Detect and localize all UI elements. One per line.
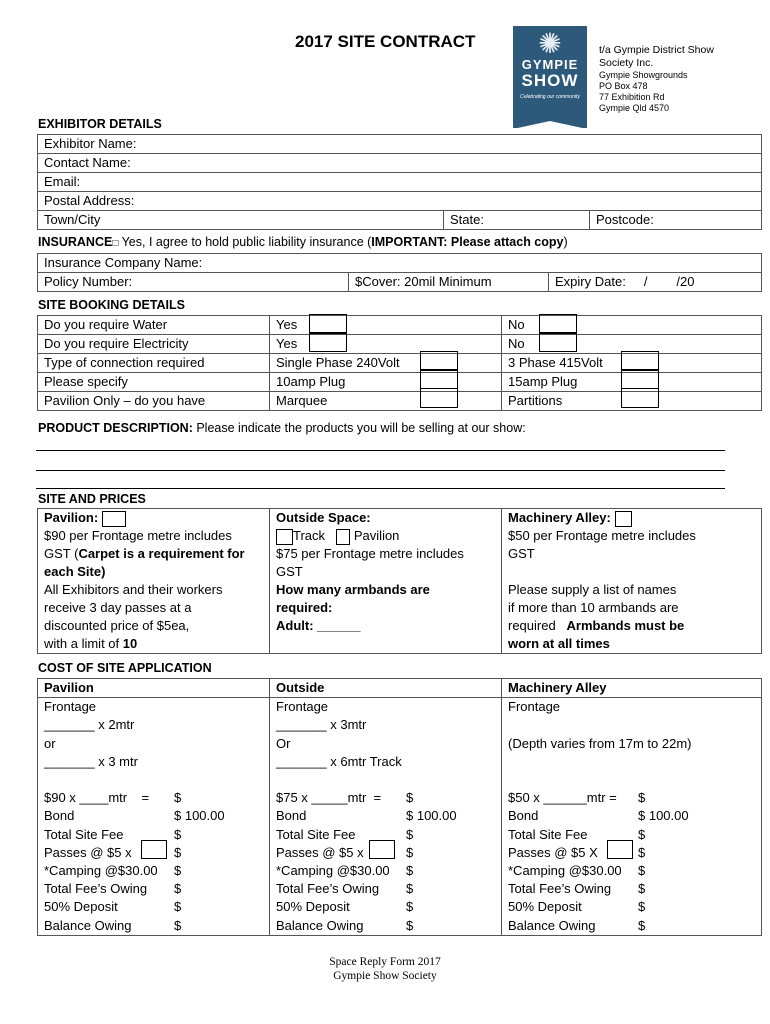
organisation-address xyxy=(599,44,714,114)
single-phase-checkbox[interactable] xyxy=(420,351,458,371)
address-line-4: Gympie Qld 4570 xyxy=(599,103,670,113)
cost-row-amount[interactable]: $ xyxy=(406,917,414,933)
cost-row xyxy=(276,917,495,935)
pavilion-cost-cell: Frontage _______ x 2mtr or _______ x 3 mtr $90 x ____mtr = $ Bond $ 100.00 Total Site Fee $ Passes @ $5 x $ *Camping @$30.00 $ Total Fee’s Owing $ 50% Deposit $ Balance Owing $ xyxy=(38,698,270,936)
cost-table xyxy=(37,678,762,936)
exhibitor-table xyxy=(37,134,762,230)
footer xyxy=(0,955,770,983)
cost-row-amount[interactable]: $ xyxy=(406,790,414,806)
cost-row xyxy=(508,917,755,935)
cost-row-label: Total Fee’s Owing xyxy=(44,881,148,897)
insurance-checkbox[interactable]: □ xyxy=(112,238,119,249)
gympie-show-logo xyxy=(513,26,587,128)
pavilion-3mtr-field[interactable]: _______ x 3 mtr xyxy=(44,753,138,769)
booking-row-pavilion: Pavilion Only – do you have Marquee Partitions xyxy=(38,392,762,411)
cost-row-amount[interactable]: $ xyxy=(174,899,182,915)
org-line-1: t/a Gympie District Show xyxy=(599,44,714,56)
10amp-plug-checkbox[interactable] xyxy=(420,369,458,389)
cost-row-amount[interactable]: $ xyxy=(406,826,414,842)
address-line-2: PO Box 478 xyxy=(599,81,648,91)
cost-row-label: $50 x ______mtr = xyxy=(508,790,617,806)
marquee-checkbox[interactable] xyxy=(420,388,458,408)
cost-row-label: Total Fee’s Owing xyxy=(276,881,380,897)
product-line-1[interactable] xyxy=(36,450,725,451)
cost-row-amount[interactable]: $ xyxy=(174,862,182,878)
cost-row-label: Balance Owing xyxy=(508,917,596,933)
cost-row-label: Total Site Fee xyxy=(508,826,588,842)
cost-row-amount[interactable]: $ xyxy=(638,881,646,897)
cost-row-amount[interactable]: $ xyxy=(174,826,182,842)
booking-row-electricity: Do you require Electricity Yes No xyxy=(38,335,762,354)
insurance-important: IMPORTANT: Please attach copy xyxy=(371,235,564,249)
cost-row-label: Balance Owing xyxy=(276,917,364,933)
logo-tagline: Celebrating our community xyxy=(520,94,580,100)
logo-word-show: SHOW xyxy=(521,71,579,90)
cost-row-amount[interactable]: $ 100.00 xyxy=(638,808,689,824)
org-line-2: Society Inc. xyxy=(599,57,654,69)
cover-field[interactable]: $Cover: 20mil Minimum xyxy=(349,273,549,292)
cost-row-label: *Camping @$30.00 xyxy=(44,862,158,878)
cost-row-amount[interactable]: $ xyxy=(174,844,182,860)
cost-row-label: Passes @ $5 X xyxy=(508,844,598,860)
address-line-1: Gympie Showgrounds xyxy=(599,70,688,80)
cost-row-label: 50% Deposit xyxy=(508,899,582,915)
cost-row-amount[interactable]: $ xyxy=(174,917,182,933)
cost-row xyxy=(508,898,755,916)
exhibitor-heading: EXHIBITOR DETAILS xyxy=(38,117,162,131)
footer-line-2: Gympie Show Society xyxy=(333,970,437,982)
cost-row xyxy=(276,862,495,880)
cost-row-amount[interactable]: $ xyxy=(406,881,414,897)
cost-row-amount[interactable]: $ 100.00 xyxy=(406,808,457,824)
outside-price-title: Outside Space: xyxy=(276,510,371,525)
cost-row xyxy=(508,880,755,898)
outside-price-cell: Outside Space: Track Pavilion $75 per Frontage metre includes GST How many armbands are required: Adult: ______ xyxy=(270,509,502,654)
electricity-no-checkbox[interactable] xyxy=(539,332,577,352)
cost-row-label: 50% Deposit xyxy=(276,899,350,915)
cost-row-label: Total Site Fee xyxy=(44,826,124,842)
insurance-statement: INSURANCE□ Yes, I agree to hold public liability insurance (IMPORTANT: Please attach copy) xyxy=(38,235,568,249)
cost-row xyxy=(508,807,755,825)
insurance-table xyxy=(37,253,762,292)
machinery-alley-checkbox[interactable] xyxy=(615,511,632,527)
cost-row-label: Total Site Fee xyxy=(276,826,356,842)
cost-row-label: Bond xyxy=(508,808,539,824)
booking-row-water: Do you require Water Yes No xyxy=(38,316,762,335)
outside-passes-checkbox[interactable] xyxy=(369,840,395,859)
cost-row xyxy=(276,807,495,825)
booking-heading: SITE BOOKING DETAILS xyxy=(38,298,185,312)
machinery-cost-cell: Frontage (Depth varies from 17m to 22m) $50 x ______mtr = $ Bond $ 100.00 Total Site Fee $ Passes @ $5 X $ *Camping @$30.00 $ Total Fee’s Owing $ 50% Deposit $ Balance Owing $ xyxy=(502,698,762,936)
pavilion-price-title: Pavilion: xyxy=(44,510,99,525)
email-field[interactable]: Email: xyxy=(38,173,762,192)
cost-row-amount[interactable]: $ xyxy=(638,844,646,860)
cost-row-label: $90 x ____mtr = xyxy=(44,790,150,806)
town-city-field[interactable]: Town/City xyxy=(38,211,444,230)
cost-row-label: Bond xyxy=(44,808,75,824)
water-yes-checkbox[interactable] xyxy=(309,314,347,334)
cost-header-pavilion: Pavilion xyxy=(44,680,94,695)
cost-row-label: $75 x _____mtr = xyxy=(276,790,382,806)
machinery-price-title: Machinery Alley: xyxy=(508,510,611,525)
cost-row-amount[interactable]: $ 100.00 xyxy=(174,808,225,824)
sunburst-icon: ✺ xyxy=(538,28,562,59)
cost-row-amount[interactable]: $ xyxy=(638,899,646,915)
postal-address-field[interactable]: Postal Address: xyxy=(38,192,762,211)
booking-row-plug: Please specify 10amp Plug 15amp Plug xyxy=(38,373,762,392)
cost-row-amount[interactable]: $ xyxy=(406,844,414,860)
cost-row xyxy=(44,862,263,880)
cost-row xyxy=(44,880,263,898)
machinery-price-cell: Machinery Alley: $50 per Frontage metre includes GST Please supply a list of names if more than 10 armbands are required Armbands must be worn at all times xyxy=(502,509,762,654)
outside-6mtr-track-field[interactable]: _______ x 6mtr Track xyxy=(276,753,402,769)
cost-row xyxy=(44,807,263,825)
cost-header-outside: Outside xyxy=(276,680,325,695)
contact-name-field[interactable]: Contact Name: xyxy=(38,154,762,173)
cost-row-amount[interactable]: $ xyxy=(638,917,646,933)
cost-row-amount[interactable]: $ xyxy=(174,881,182,897)
cost-row xyxy=(276,880,495,898)
outside-pavilion-checkbox[interactable] xyxy=(336,529,350,545)
cost-row-amount[interactable]: $ xyxy=(638,862,646,878)
booking-row-connection: Type of connection required Single Phase 240Volt 3 Phase 415Volt xyxy=(38,354,762,373)
cost-row-amount[interactable]: $ xyxy=(406,899,414,915)
cost-row xyxy=(44,898,263,916)
cost-row xyxy=(508,862,755,880)
insurance-company-field[interactable]: Insurance Company Name: xyxy=(38,254,762,273)
cost-row-label: *Camping @$30.00 xyxy=(276,862,390,878)
cost-heading: COST OF SITE APPLICATION xyxy=(38,661,212,675)
cost-row-label: Passes @ $5 x xyxy=(276,844,364,860)
pavilion-price-cell: Pavilion: $90 per Frontage metre includes GST (Carpet is a requirement for each Site) All Exhibitors and their workers receive 3 day passes at a discounted price of $5ea, with a limit of 10 xyxy=(38,509,270,654)
pavilion-2mtr-field[interactable]: _______ x 2mtr xyxy=(44,717,135,733)
three-phase-checkbox[interactable] xyxy=(621,351,659,371)
cost-row-amount[interactable]: $ xyxy=(638,826,646,842)
insurance-heading: INSURANCE xyxy=(38,235,113,249)
cost-row-label: Bond xyxy=(276,808,307,824)
cost-row-label: Passes @ $5 x xyxy=(44,844,132,860)
adult-armbands-field[interactable]: Adult: ______ xyxy=(276,618,361,633)
cost-row-amount[interactable]: $ xyxy=(638,790,646,806)
cost-row-label: *Camping @$30.00 xyxy=(508,862,622,878)
cost-row-label: Total Fee’s Owing xyxy=(508,881,612,897)
page-title: 2017 SITE CONTRACT xyxy=(295,32,476,51)
expiry-date-field[interactable]: Expiry Date: / /20 xyxy=(549,273,762,292)
partitions-checkbox[interactable] xyxy=(621,388,659,408)
cost-row-label: Balance Owing xyxy=(44,917,132,933)
footer-line-1: Space Reply Form 2017 xyxy=(329,956,441,968)
postcode-field[interactable]: Postcode: xyxy=(590,211,762,230)
prices-heading: SITE AND PRICES xyxy=(38,492,146,506)
outside-cost-cell: Frontage _______ x 3mtr Or _______ x 6mtr Track $75 x _____mtr = $ Bond $ 100.00 Total Site Fee $ Passes @ $5 x $ *Camping @$30.00 $ Total Fee’s Owing $ 50% Deposit $ Balance Owing $ xyxy=(270,698,502,936)
cost-row xyxy=(44,917,263,935)
pavilion-passes-checkbox[interactable] xyxy=(141,840,167,859)
policy-number-field[interactable]: Policy Number: xyxy=(38,273,349,292)
cost-row-amount[interactable]: $ xyxy=(406,862,414,878)
outside-3mtr-field[interactable]: _______ x 3mtr xyxy=(276,717,367,733)
machinery-passes-checkbox[interactable] xyxy=(607,840,633,859)
product-line-3[interactable] xyxy=(36,488,725,489)
electricity-yes-checkbox[interactable] xyxy=(309,332,347,352)
cost-row xyxy=(44,789,263,807)
logo-word-gympie: GYMPIE xyxy=(521,57,579,72)
cost-header-machinery: Machinery Alley xyxy=(508,680,607,695)
outside-track-checkbox[interactable] xyxy=(276,529,293,545)
exhibitor-name-field[interactable]: Exhibitor Name: xyxy=(38,135,762,154)
insurance-text: Yes, I agree to hold public liability insurance ( xyxy=(118,235,372,249)
cost-row xyxy=(276,898,495,916)
water-no-checkbox[interactable] xyxy=(539,314,577,334)
product-description-label: PRODUCT DESCRIPTION: Please indicate the products you will be selling at our show: xyxy=(38,421,526,435)
cost-row-label: 50% Deposit xyxy=(44,899,118,915)
cost-row xyxy=(508,789,755,807)
product-line-2[interactable] xyxy=(36,470,725,471)
pavilion-site-checkbox[interactable] xyxy=(102,511,126,527)
state-field[interactable]: State: xyxy=(444,211,590,230)
15amp-plug-checkbox[interactable] xyxy=(621,369,659,389)
cost-row-amount[interactable]: $ xyxy=(174,790,182,806)
prices-table xyxy=(37,508,762,654)
address-line-3: 77 Exhibition Rd xyxy=(599,92,665,102)
cost-row xyxy=(276,789,495,807)
product-heading: PRODUCT DESCRIPTION: xyxy=(38,421,193,435)
